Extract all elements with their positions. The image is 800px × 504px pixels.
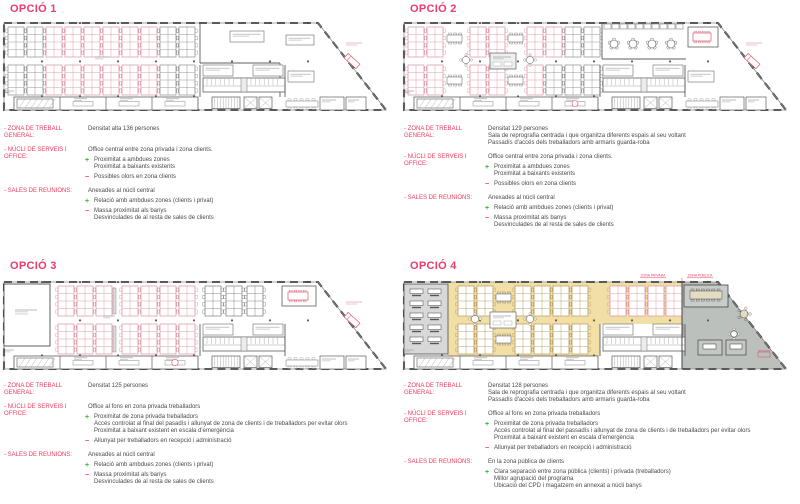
note-section: [4, 126, 398, 140]
note-line: [85, 462, 398, 469]
note-line: [88, 215, 398, 222]
note-text: Massa proximitat als banys: [94, 208, 167, 214]
option-panel-2: [400, 0, 800, 252]
note-line: [85, 414, 398, 421]
note-line: [488, 140, 798, 147]
plus-icon: +: [485, 164, 490, 171]
note-text: Accés controlat al final del passadís i allunyat de zona de clients i de treballadors per evitar olors: [494, 428, 751, 434]
note-line: [485, 445, 798, 452]
note-line: [485, 205, 798, 212]
note-text: Allunyat per treballadors en recepció i administració: [494, 445, 632, 451]
note-line: [488, 483, 798, 490]
note-line: [88, 428, 398, 435]
note-text: Sala de reprografia centrada i que organitza diferents espais al seu voltant: [488, 390, 686, 396]
option-title: OPCIÓ 1: [10, 3, 57, 15]
minus-icon: −: [85, 174, 90, 181]
note-section: [404, 411, 798, 452]
note-text: Desvinculades de al resta de sales de clients: [94, 215, 214, 221]
note-section: [4, 404, 398, 445]
option-title: OPCIÓ 2: [410, 3, 457, 15]
note-line: [488, 411, 798, 418]
note-line: [88, 421, 398, 428]
section-label: - SALES DE REUNIONS:: [4, 188, 73, 194]
note-line: [488, 383, 798, 390]
note-line: [485, 215, 798, 222]
plus-icon: +: [85, 157, 90, 164]
note-text: Anexades al núcli central: [88, 188, 155, 194]
note-text: Proximitat a baixant existent en escala d'emergència: [494, 435, 634, 441]
plus-icon: +: [485, 421, 490, 428]
note-line: [85, 198, 398, 205]
note-text: Millor agrupació del programa: [494, 476, 574, 482]
note-section: [4, 147, 398, 181]
minus-icon: −: [85, 208, 90, 215]
option-notes: [4, 126, 398, 229]
note-text: Massa proximitat als banys: [94, 472, 167, 478]
note-line: [488, 428, 798, 435]
note-text: Office al fons en zona privada treballadors: [88, 404, 201, 410]
note-text: Proximitat a ambdues zones: [494, 164, 570, 170]
section-label: - NÚCLI DE SERVEIS I OFFICE:: [4, 404, 67, 417]
zone-label-privada: ZONA PRIVADA: [640, 273, 666, 278]
note-text: Densitat 129 persones: [488, 126, 549, 132]
section-label: - SALES DE REUNIONS:: [404, 195, 473, 201]
option-panel-3: [0, 252, 400, 504]
note-text: Densitat 128 persones: [488, 383, 549, 389]
note-line: [85, 174, 398, 181]
note-text: Massa proximitat als banys: [494, 215, 567, 221]
note-text: Proximitat a baixants existents: [94, 164, 176, 170]
plus-icon: +: [85, 198, 90, 205]
note-line: [88, 188, 398, 195]
note-text: Relació amb ambdues zones (clients i privat): [94, 462, 214, 468]
plus-icon: +: [85, 414, 90, 421]
note-line: [88, 164, 398, 171]
section-label: - SALES DE REUNIONS:: [404, 459, 473, 465]
note-line: [485, 164, 798, 171]
section-label: - ZONA DE TREBALL GENERAL:: [4, 126, 63, 139]
floor-plan-opcio-4: [400, 272, 796, 374]
section-label: - ZONA DE TREBALL GENERAL:: [404, 126, 463, 139]
note-text: Densitat 125 persones: [88, 383, 149, 389]
option-panel-4: [400, 252, 800, 504]
floor-plan-opcio-2: [400, 13, 796, 115]
section-label: - NÚCLI DE SERVEIS I OFFICE:: [4, 147, 67, 160]
note-text: Densitat alta 136 persones: [88, 126, 160, 132]
note-text: Accés controlat al final del pasadís i allunyat de zona de clients i de treballadors per evitar olors: [94, 421, 348, 427]
note-text: Passadís d'accés dels treballadors amb armaris guarda-roba: [488, 140, 650, 146]
minus-icon: −: [485, 181, 490, 188]
note-text: Desvinculades de al resta de sales de clients: [94, 479, 214, 485]
note-text: Sala de reprografia centrada i que organitza diferents espais al seu voltant: [488, 133, 686, 139]
note-line: [85, 208, 398, 215]
note-line: [488, 397, 798, 404]
note-text: Possibles olors en zona clients: [94, 174, 177, 180]
note-section: [404, 126, 798, 147]
note-line: [88, 383, 398, 390]
floor-plan-opcio-1: [0, 13, 396, 115]
note-text: Office central entre zona privada i zona clients.: [88, 147, 213, 153]
option-title: OPCIÓ 4: [410, 260, 457, 272]
note-text: Anexades al núcli central: [488, 195, 555, 201]
minus-icon: −: [485, 215, 490, 222]
note-text: Office central entre zona privada i zona clients.: [488, 154, 613, 160]
zone-label-publica: ZONA PÚBLICA: [687, 273, 713, 278]
note-section: [404, 383, 798, 404]
note-line: [488, 476, 798, 483]
note-section: [4, 452, 398, 486]
note-section: [4, 188, 398, 222]
note-line: [488, 126, 798, 133]
note-text: Desvinculades de al resta de sales de clients: [494, 222, 614, 228]
note-text: Proximitat a baixant existent en escala d'emergència: [94, 428, 234, 434]
option-notes: [404, 126, 798, 236]
note-line: [488, 171, 798, 178]
section-label: - NÚCLI DE SERVEIS I OFFICE:: [404, 154, 467, 167]
note-text: Clara separació entre zona pública (clients) i privada (treballadors): [494, 469, 671, 475]
note-text: Relació amb ambdues zones (clients i privat): [94, 198, 214, 204]
note-line: [85, 472, 398, 479]
note-text: Anexades al núcli central: [88, 452, 155, 458]
option-notes: [404, 383, 798, 497]
note-text: Allunyat per treballadors en recepció i administració: [94, 438, 232, 444]
note-section: [404, 459, 798, 490]
note-line: [488, 222, 798, 229]
note-line: [485, 469, 798, 476]
plus-icon: +: [85, 462, 90, 469]
note-section: [404, 154, 798, 188]
plus-icon: +: [485, 205, 490, 212]
note-text: Relació amb ambdues zones (clients i privat): [494, 205, 614, 211]
option-notes: [4, 383, 398, 493]
note-text: Proximitat a baixants existents: [494, 171, 576, 177]
note-line: [488, 459, 798, 466]
note-text: Possibles olors en zona clients: [494, 181, 577, 187]
note-text: Proximitat de zona privada treballadors: [494, 421, 599, 427]
note-section: [4, 383, 398, 397]
note-text: Passadís d'accés dels treballadors amb armaris guarda-roba: [488, 397, 650, 403]
section-label: - ZONA DE TREBALL GENERAL:: [4, 383, 63, 396]
note-line: [88, 126, 398, 133]
option-panel-1: [0, 0, 400, 252]
note-line: [488, 154, 798, 161]
note-line: [488, 390, 798, 397]
minus-icon: −: [85, 472, 90, 479]
option-title: OPCIÓ 3: [10, 260, 57, 272]
note-line: [88, 452, 398, 459]
minus-icon: −: [485, 445, 490, 452]
note-line: [85, 157, 398, 164]
note-text: Proximitat de zona privada treballadors: [94, 414, 199, 420]
note-text: Office al fons en zona privada treballadors: [488, 411, 601, 417]
section-label: - ZONA DE TREBALL GENERAL:: [404, 383, 463, 396]
note-text: Ubicació del CPD i magatzem en annexat a núcli banys: [494, 483, 642, 489]
note-line: [485, 421, 798, 428]
note-line: [488, 133, 798, 140]
plus-icon: +: [485, 469, 490, 476]
note-line: [88, 479, 398, 486]
note-section: [404, 195, 798, 229]
section-label: - SALES DE REUNIONS:: [4, 452, 73, 458]
floor-plan-opcio-3: [0, 272, 396, 374]
note-line: [88, 404, 398, 411]
note-line: [85, 438, 398, 445]
section-label: - NÚCLI DE SERVEIS I OFFICE:: [404, 411, 467, 424]
note-text: Proximitat a ambdues zones: [94, 157, 170, 163]
note-line: [88, 147, 398, 154]
note-text: En la zona pública de clients: [488, 459, 565, 465]
note-line: [488, 435, 798, 442]
note-line: [485, 181, 798, 188]
minus-icon: −: [85, 438, 90, 445]
note-line: [488, 195, 798, 202]
